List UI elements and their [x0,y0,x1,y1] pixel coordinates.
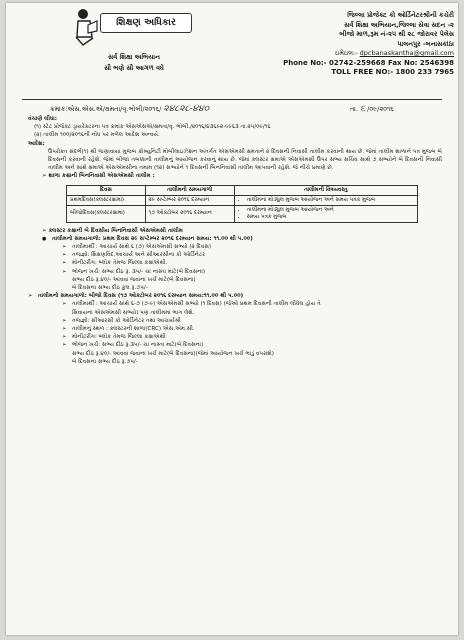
phase-1-item: ➢ તાલીમાર્થી : આચાર્ય સાથે ૬ (૭) એસએમસી સભ્યો (૨ દિવસ) [28,243,442,251]
phase-2-cost-total: બે દિવસના સભ્ય દીઠ રૂ.૭૫/- [72,358,138,365]
list-item: • સમય પત્રક મુજબ [247,214,414,221]
office-line-1: જિલ્લા પ્રોજેક્ટ કો ઓર્ડિનેટરશ્રીની કચેરી [347,11,454,19]
phase-1-item: ➢ ભોજન ખર્ચ: સભ્ય દીઠ રૂ. ૩૫/- ચા નાસ્તા માટે(બે દિવસના) [28,268,442,276]
logo-title: શિક્ષણ અધિકાર [100,13,192,33]
phase-2-item: ➢ તજજ્ઞો: સીઆરસી કો ઓર્ડિનેટર તથા આચાર્યશ્રી [28,317,442,325]
table-row [67,205,418,222]
logo-line-2: સૌ ભણે સૌ આગળ વધે [104,64,164,72]
phase-1-item: ➢ મોનીટરીંગ: બ્લોક તેમજ જિલ્લા કક્ષાએથી. [28,259,442,267]
phase-1-cost-travel: સભ્ય દીઠ રૂ.૪૦/- આવવા જવાના ખર્ચ માટે(બે દિવસના) [72,276,196,283]
reading-1: (૧) સ્ટેટ પ્રોજેક્ટ ડ્રાયરેક્ટરના પત્ર ક્રમાંક એસએસએ/ક્ષમતા/વૃ. ભોબી./૨૦૧૬/૪૩૬૯૨-૯૯૬૩ તા.૨૫/૦૯/૧૬ [34,124,271,131]
shiksha-adhikar-logo [70,7,198,87]
phase-1-heading: ● તાલીમનો સમયગાળો: પ્રથમ દિવસ ૨૯ સપ્ટેમ્બર ૨૦૧૬ દરમ્યાન સમય: ૧૧.૦૦ થી ૫.૦૦) [28,235,442,243]
logo-line-1: સર્વ શિક્ષા અભિયાન [108,53,160,61]
header-divider [22,99,442,100]
subject-label: વંચાણે લીધા: [28,116,57,122]
reading-2: (૨) તાલીમ ૧૦૦/૨૦૧૬ની નોંધ પર મળેલ આદેશ અન્વયે. [34,132,160,139]
toll-free: TOLL FREE NO:- 1800 233 7965 [331,68,454,76]
section-school-level: ➢ શાળા કક્ષાની બિનનિવાસી એસએમસી તાલીમ : [42,173,155,180]
row-content [234,205,417,222]
section-cluster-level: ➢ ક્લસ્ટર કક્ષાની બે દિવસીય બિનનિવાસી એસએમસી તાલીમ [42,227,183,234]
office-address-block [254,11,454,78]
office-line-3: બીજો માળ,રૂમ નં-૨૫ થી ૨૮ જોરાવર પેલેસ [339,30,454,38]
reference-handwritten: ૨૪૮૨૮-૪૪૦ [163,104,210,114]
training-schedule-table [66,185,418,223]
phase-2-item: ➢ ભોજન ખર્ચ: સભ્ય દીઠ રૂ.૩૫/- ચા નાસ્તા માટે(બે દિવસના) [28,341,442,349]
list-item: • તાલીમના મોડ્યુલ મુજબ આયોજન અને સમય પત્રક મુજબ [247,197,414,204]
office-line-4: પાલનપુર -બનાસકાંઠા [397,39,454,48]
date-rest: /૦૯/૨૦૧૬ [367,105,394,113]
table-header-row [67,185,418,195]
child-reading-icon [74,7,98,47]
row-day: પ્રથમદિવસ(ક્લસ્ટરક્ષામાં) [67,195,146,205]
document-page [6,3,458,635]
reference-prefix: ક્રમાંક:એસ.એસ.એ/ક્ષમતા/વૃ.ભોબી/૨૦૧૬/ [50,105,162,113]
letter-body [28,115,442,366]
office-line-2: સર્વ શિક્ષા અભિયાન,જિલ્લા સેવા સદન -૨ [344,20,454,29]
phase-2-item-continued: સિવાયના એસએમસી સભ્યો) પણ તાલીમમાં ભાગ લેશે. [72,309,195,316]
list-item: • તાલીમના મોડ્યુલ મુજબ આયોજન અને [247,207,414,214]
col-period: તાલીમનો સમયગાળો [145,185,234,195]
email-label: ઇમેઇલ:- [335,49,358,57]
order-paragraph: ઉપરોક્ત સંદર્ભ(૧) થી જણાવાયા મુજબ ક્રોમ્યુનિટી મોબીલાઇઝેશન અંતર્ગત એસએમસી ક્ષમતાને ૨ દિવસની નિવાસી તાલીમ કરવાની થાય છે. જેમાં તાલીમ શાળાને પત્ર મુજબ બે દિવસની કરવાની રહેશે. જેમાં બીજા તબક્કાની તાલીમનું આયોજન કરવાનું થાય છે. જેમાં ક્લસ્ટર ક્ષમાએ એસએમસી ઉપર સભ્ય સચિવ સાથે ૭ સભ્યોને બે દિવસની નિવાસી તાલીમ અને સાથે ક્ષમાએ એસએમસીના તમામ (૧૨) સભ્યોને ૧ દિવસની બિનનિવાસી તાલીમ આપવાની રહેશે. જે નીચે પ્રમાણે છે. [48,148,442,172]
phase-2-item: ➢ તાલીમનું સ્થળ : ક્લસ્ટરની શાળા(CRC) એસ.એમ.સી. [28,325,442,333]
col-content: તાલીમની વિષયવસ્તુ [234,185,417,195]
date-handwritten: ૬ [360,104,366,114]
table-row [67,195,418,205]
date-label: તા. [350,105,358,113]
email-address: dpcbanaskantha@gmail.com [359,49,454,57]
email-row [254,49,454,59]
reference-number [50,104,209,114]
phase-2-item: ➢ મોનીટરીંગ: બ્લોક તેમજ જિલ્લા કક્ષાએથી [28,333,442,341]
phase-2-cost-travel: સભ્ય દીઠ રૂ.૪૦/- આવવા જવાના ખર્ચ માટે(બે દિવસના)(જેમાં આયોજન ખર્ચ ભાડું વપરાશે) [72,350,274,357]
phase-1-cost-total: બે દિવસના સભ્ય દીઠ કુલ રૂ.૭૫/- [72,285,148,292]
phase-2-item: ➢ તાલીમાર્થી : આચાર્ય સાથે ૬-૭ (૭-૯) એસએમસી સભ્યો (૧ દિવસ) (જેઓ પ્રથમ દિવસની તાલીમ લીધેલ હોય તે [28,300,442,308]
letter-date [350,104,394,114]
phase-2-heading: ➢ તાલીમનો સમયગાળો: બીજો દિવસ (૧૭ ઓક્ટોબર ૨૦૧૬ દરમ્યાન સમય:૧૧.૦૦ થી ૫.૦૦) [28,292,442,300]
row-content [234,195,417,205]
row-period: ૨૯ સપ્ટેમ્બર ૨૦૧૬ દરમ્યાન [145,195,234,205]
order-label: આદેશ: [28,140,45,147]
col-day: દિવસ [67,185,146,195]
phone-fax: Phone No:- 02742-259668 Fax No: 2546398 [283,58,454,67]
row-day: બીજોદિવસ(ક્લસ્ટરક્ષામાં) [67,205,146,222]
phase-1-item: ➢ તજજ્ઞો: શિક્ષણવિદ,આચાર્ય અને સીઆરસીના કો ઓર્ડિનેટર [28,251,442,259]
row-period: ૧૭ ઓક્ટોબર ૨૦૧૬ દરમ્યાન [145,205,234,222]
